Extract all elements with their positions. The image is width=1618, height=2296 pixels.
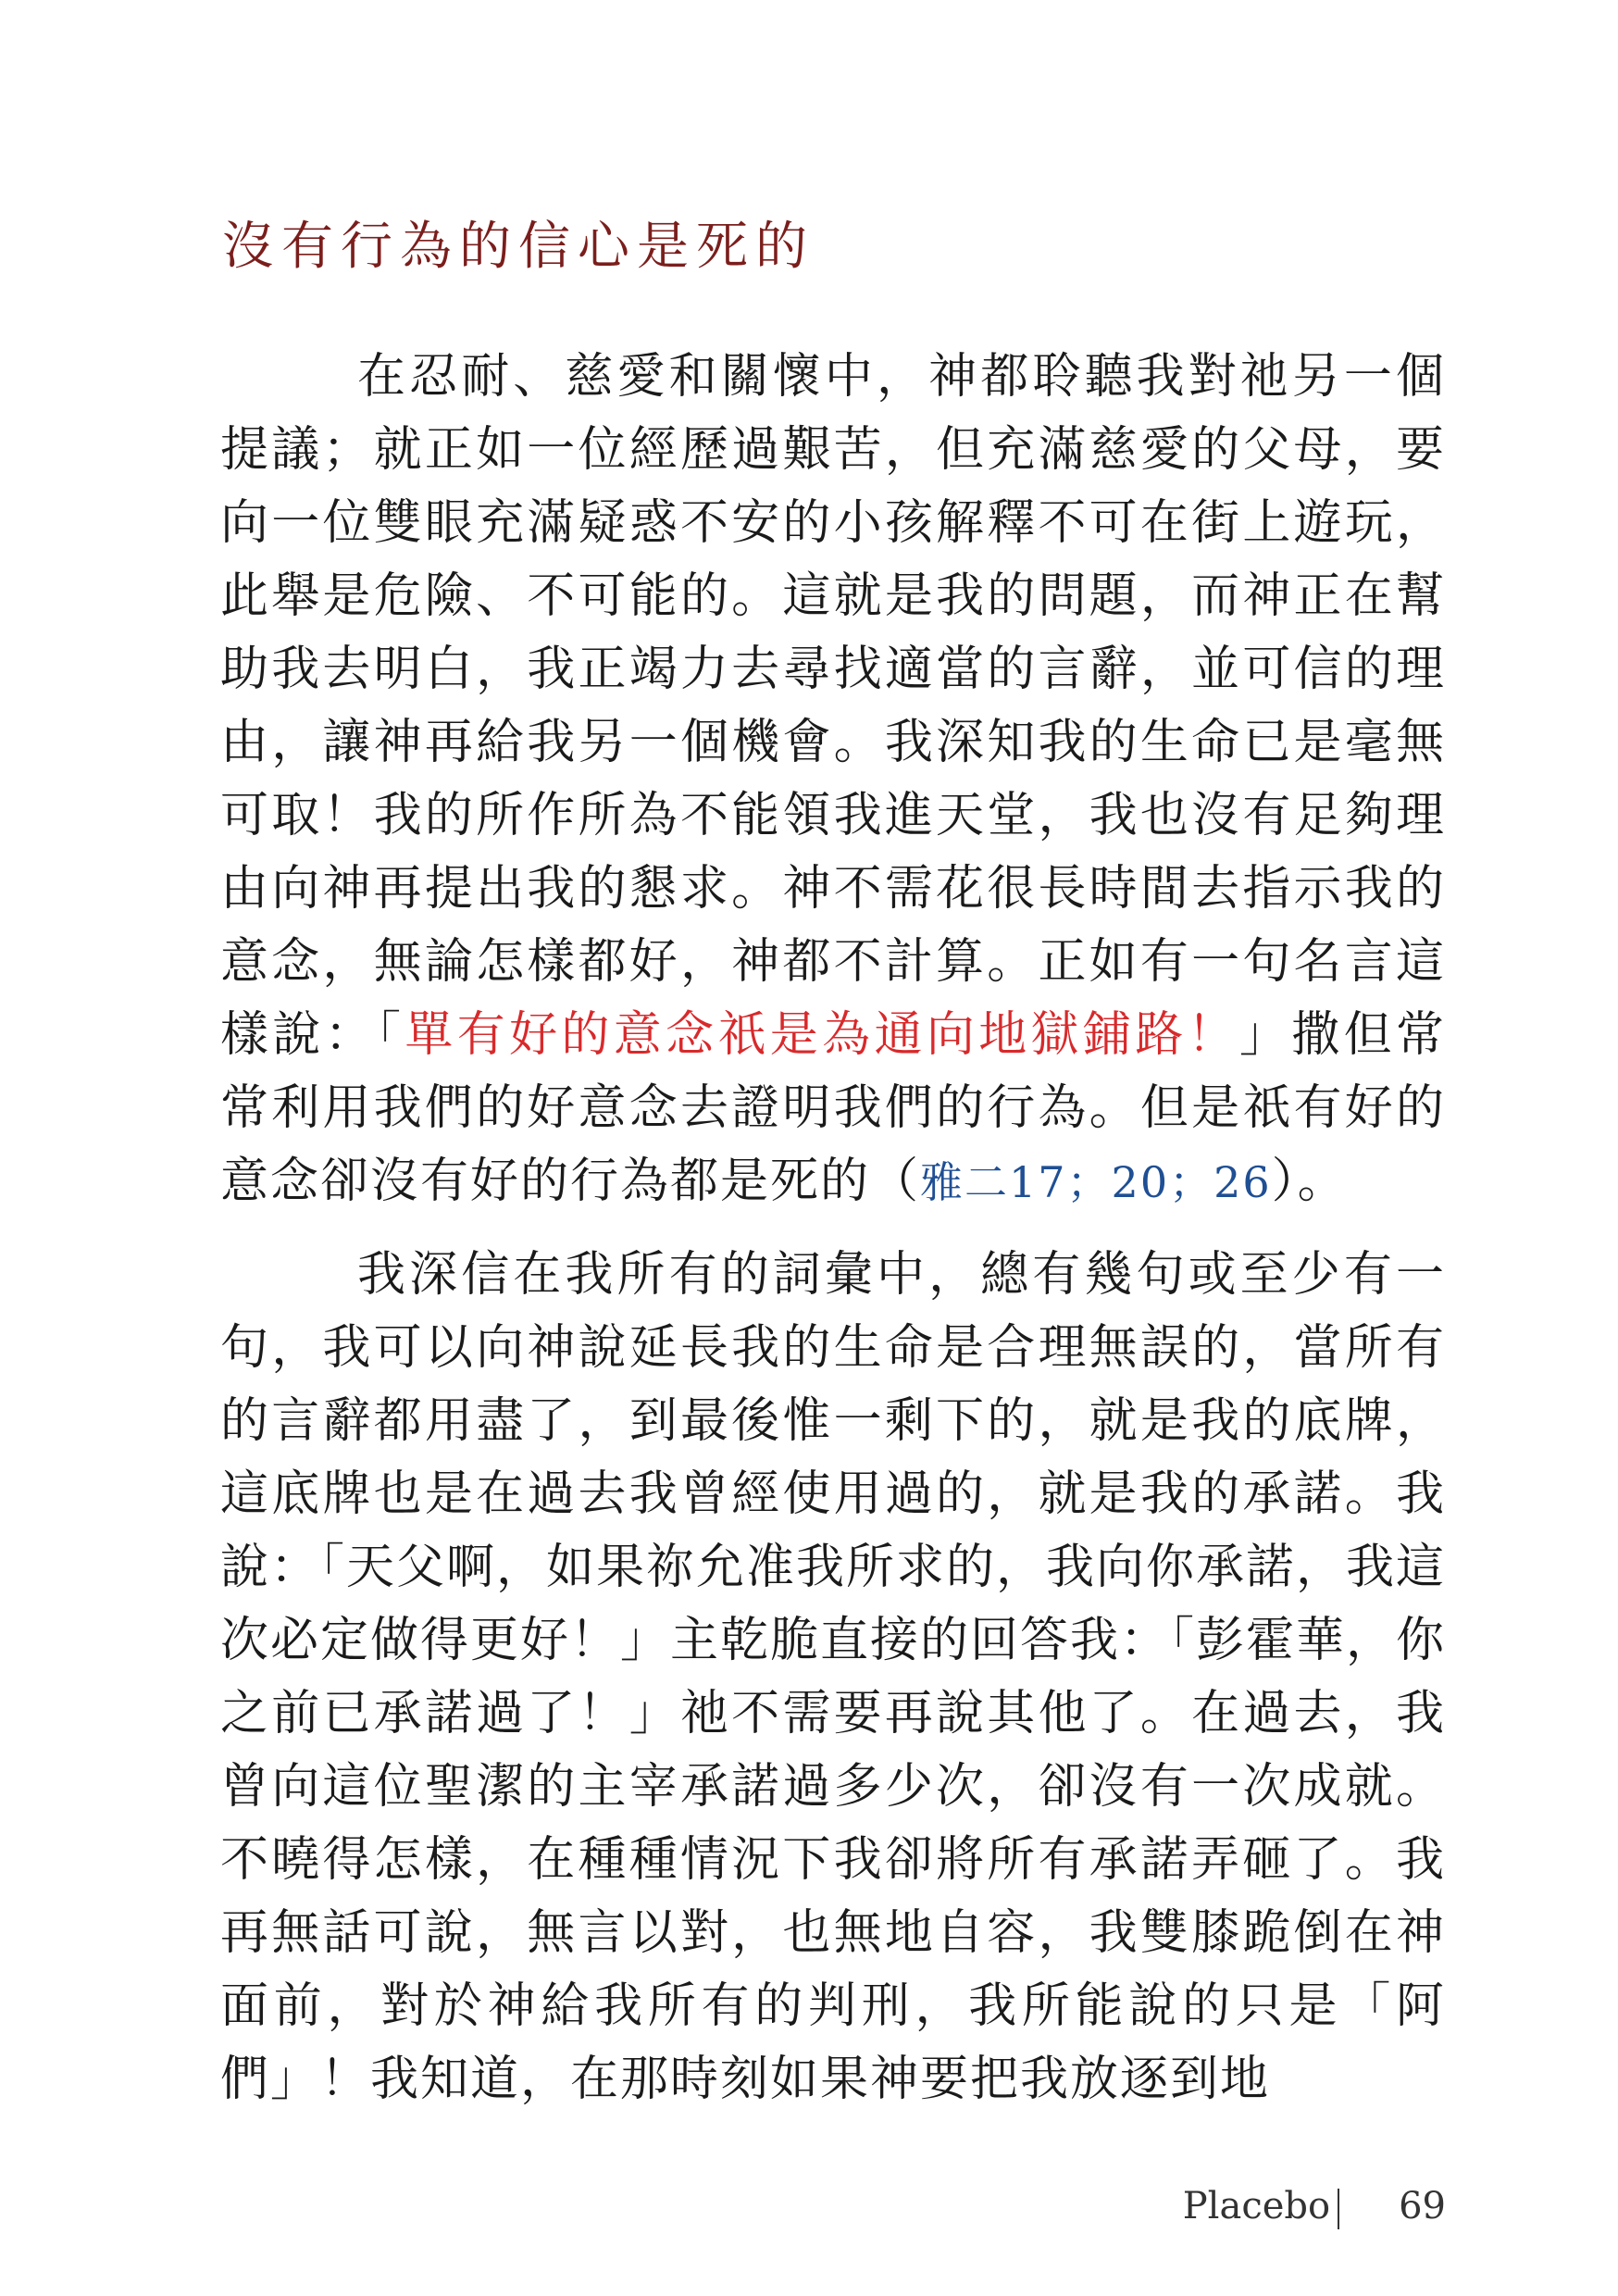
paragraph-1-after-quote: 」撒但常常利用我們的好意念去證明我們的行為。但是祇有好的意念卻沒有好的行為都是死的（ <box>220 1007 1446 1209</box>
paragraph-1-before-quote: 在忍耐、慈愛和關懷中，神都聆聽我對祂另一個提議；就正如一位經歷過艱苦，但充滿慈愛的父母，要向一位雙眼充滿疑惑不安的小孩解釋不可在街上遊玩，此舉是危險、不可能的。這就是我的問題，而神正在幫助我去明白，我正竭力去尋找適當的言辭，並可信的理由，讓神再給我另一個機會。我深知我的生命已是毫無可取！我的所作所為不能領我進天堂，我也沒有足夠理由向神再提出我的懇求。神不需花很長時間去指示我的意念，無論怎樣都好，神都不計算。正如有一句名言這樣說：「 <box>220 349 1446 1063</box>
scripture-reference: 雅二17；20；26 <box>920 1157 1272 1207</box>
paragraph-1-ending: ）。 <box>1271 1154 1348 1209</box>
footer-separator <box>1338 2189 1339 2229</box>
page-number: 69 <box>1399 2185 1446 2227</box>
section-title: 沒有行為的信心是死的 <box>222 217 815 277</box>
page-footer <box>1183 2185 1446 2229</box>
running-title: Placebo <box>1182 2185 1331 2227</box>
paragraph-2-text: 我深信在我所有的詞彙中，總有幾句或至少有一句，我可以向神說延長我的生命是合理無誤的，當所有的言辭都用盡了，到最後惟一剩下的，就是我的底牌，這底牌也是在過去我曾經使用過的，就是我的承諾。我說：「天父啊，如果祢允准我所求的，我向你承諾，我這次必定做得更好！」主乾脆直接的回答我：「彭霍華，你之前已承諾過了！」祂不需要再說其他了。在過去，我曾向這位聖潔的主宰承諾過多少次，卻沒有一次成就。不曉得怎樣，在種種情況下我卻將所有承諾弄砸了。我再無話可說，無言以對，也無地自容，我雙膝跪倒在神面前，對於神給我所有的判刑，我所能說的只是「阿們」！我知道，在那時刻如果神要把我放逐到地 <box>220 1247 1447 2107</box>
paragraph-1-text <box>220 341 1446 1219</box>
highlighted-quote: 單有好的意念祇是為通向地獄鋪路！ <box>404 1007 1239 1063</box>
body-paragraph-1 <box>220 341 1446 1219</box>
body-paragraph-2 <box>220 1239 1446 2116</box>
